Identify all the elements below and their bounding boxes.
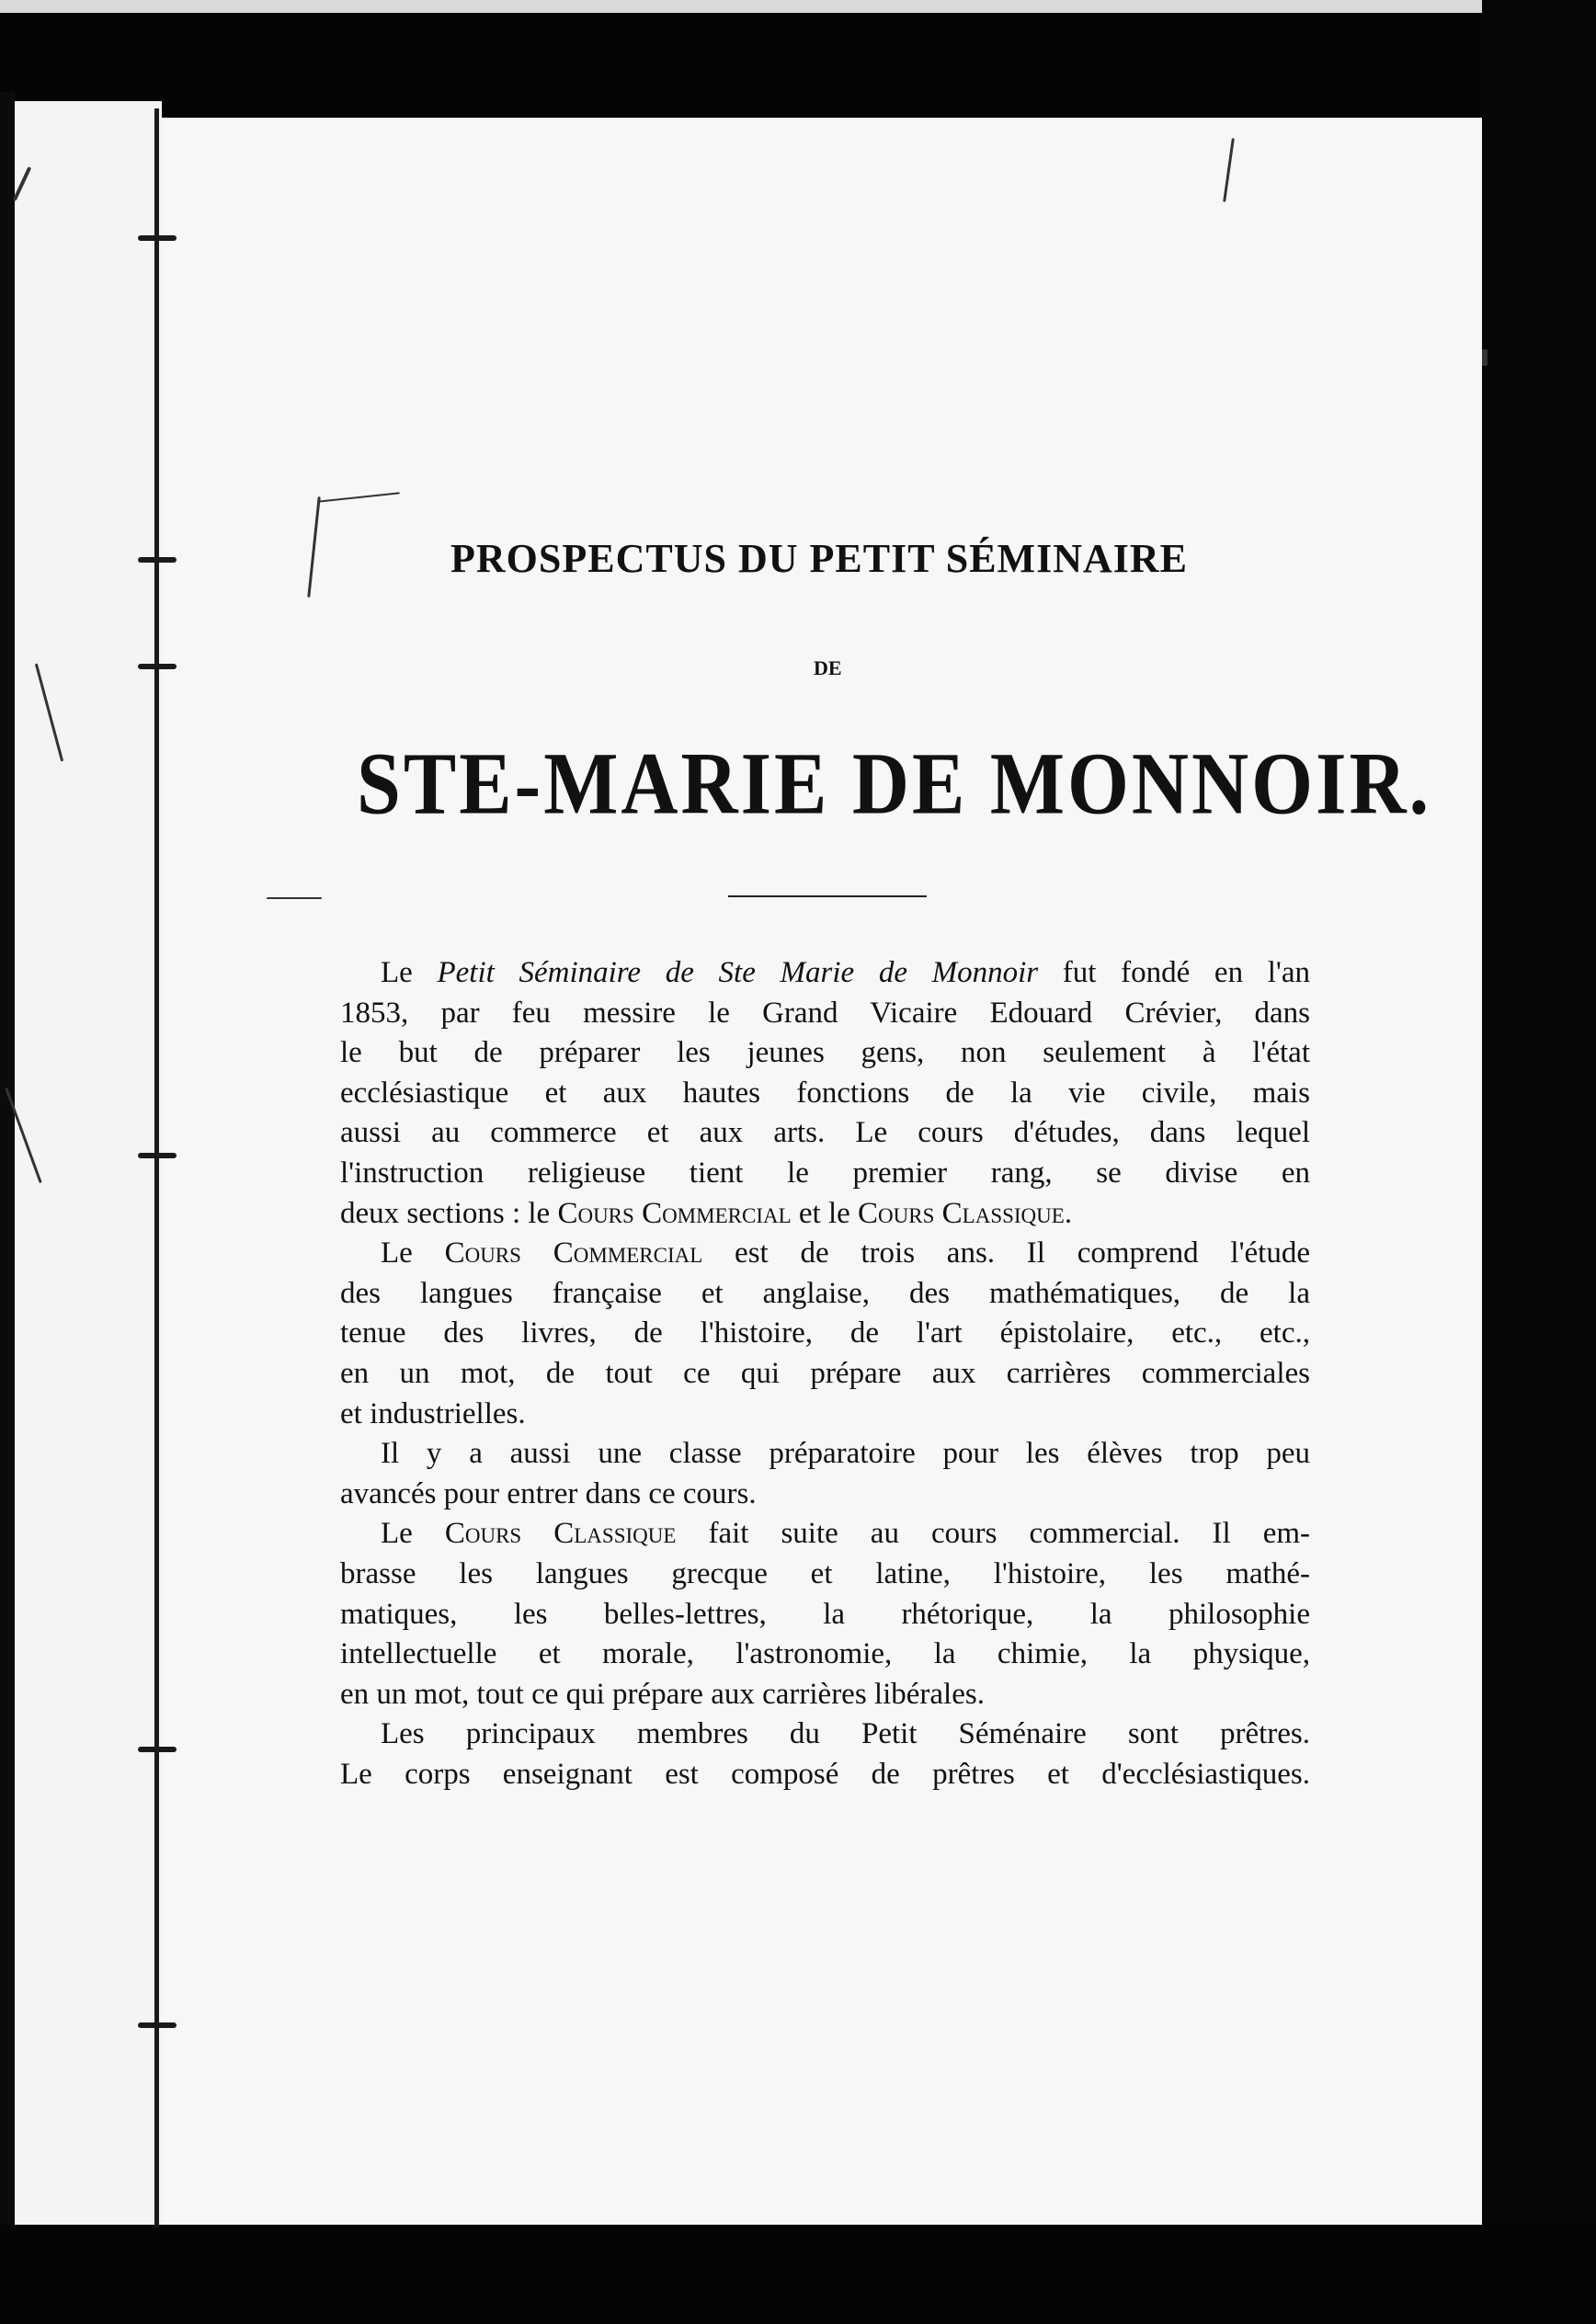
text-line [340,1234,1310,1274]
small-caps-term: Cours Classique [858,1196,1065,1230]
binding-stitch [138,2022,177,2028]
text-run: ecclésiastique et aux hautes fonctions de la vie civile, mais [340,1076,1310,1110]
text-run: Le corps enseignant est composé de prêtres et d'ecclésiastiques. [340,1757,1310,1791]
italic-text: Petit Séminaire de Ste Marie de Monnoir [437,956,1039,989]
text-run: brasse les langues grecque et latine, l'histoire, les mathé- [340,1556,1310,1590]
binding-stitch [138,1747,177,1752]
text-line [340,1395,1310,1435]
text-run: en un mot, tout ce qui prépare aux carrières libérales. [340,1677,985,1711]
scan-frame-left [0,92,15,2234]
binding-stitch [138,1153,177,1158]
adjacent-page-margin [15,101,162,2225]
margin-mark [267,897,322,899]
small-caps-term: Cours Classique [444,1517,677,1551]
text-line [340,1675,1310,1715]
small-caps-term: Cours Commercial [557,1196,792,1230]
scan-frame-right [1482,0,1596,2324]
text-line [340,1715,1310,1755]
text-run: Le [381,1517,445,1551]
text-line [340,994,1310,1034]
body-text [340,953,1310,1794]
text-line [340,1074,1310,1114]
text-run: l'instruction religieuse tient le premier rang, se divise en [340,1156,1310,1190]
text-run: fut fondé en l'an [1038,956,1311,989]
text-run: intellectuelle et morale, l'astronomie, la chimie, la physique, [340,1637,1310,1671]
page-mark [1482,349,1488,366]
page-title: STE-MARIE DE MONNOIR. [357,734,1432,833]
text-run: Le [381,956,438,989]
text-run: et industrielles. [340,1396,526,1430]
text-line [340,1154,1310,1194]
text-line [340,1514,1310,1555]
text-line [340,1314,1310,1354]
binding-stitch [138,235,177,241]
text-run: tenue des livres, de l'histoire, de l'art épistolaire, etc., etc., [340,1316,1310,1350]
text-run: et le [791,1196,859,1230]
scan-frame-bottom [0,2225,1596,2324]
text-run: avancés pour entrer dans ce cours. [340,1476,757,1510]
text-line [340,1274,1310,1315]
text-run: fait suite au cours commercial. Il em- [676,1517,1311,1551]
page-heading: PROSPECTUS DU PETIT SÉMINAIRE [450,536,1189,581]
text-run: Il y a aussi une classe préparatoire pour les élèves trop peu [381,1437,1310,1471]
text-line [340,1033,1310,1074]
text-line [340,1475,1310,1515]
text-run: en un mot, de tout ce qui prépare aux carrières commerciales [340,1356,1310,1390]
text-run: est de trois ans. Il comprend l'étude [702,1236,1311,1270]
scan-frame-edge [0,0,1596,13]
text-run: 1853, par feu messire le Grand Vicaire Edouard Crévier, dans [340,996,1310,1030]
text-run: des langues française et anglaise, des mathématiques, de la [340,1276,1310,1310]
text-run: deux sections : le [340,1196,558,1230]
binding-stitch [138,557,177,563]
text-line [340,1755,1310,1795]
binding-stitch [138,664,177,669]
binding-line [154,108,159,2227]
text-line [340,1113,1310,1154]
scan-frame-top [0,0,1596,118]
text-run: le but de préparer les jeunes gens, non seulement à l'état [340,1036,1310,1070]
text-line [340,1635,1310,1675]
text-line [340,953,1310,994]
text-run: Le [381,1236,445,1270]
text-line [340,1595,1310,1635]
text-run: . [1064,1196,1073,1230]
text-run: aussi au commerce et aux arts. Le cours d'études, dans lequel [340,1116,1310,1150]
text-run: Les principaux membres du Petit Séménaire sont prêtres. [381,1717,1310,1751]
page-heading-de: DE [814,656,842,679]
text-line [340,1354,1310,1395]
text-line [340,1434,1310,1475]
text-line [340,1194,1310,1235]
title-rule [728,895,927,897]
text-line [340,1555,1310,1595]
small-caps-term: Cours Commercial [444,1236,703,1270]
text-run: matiques, les belles-lettres, la rhétorique, la philosophie [340,1597,1310,1631]
